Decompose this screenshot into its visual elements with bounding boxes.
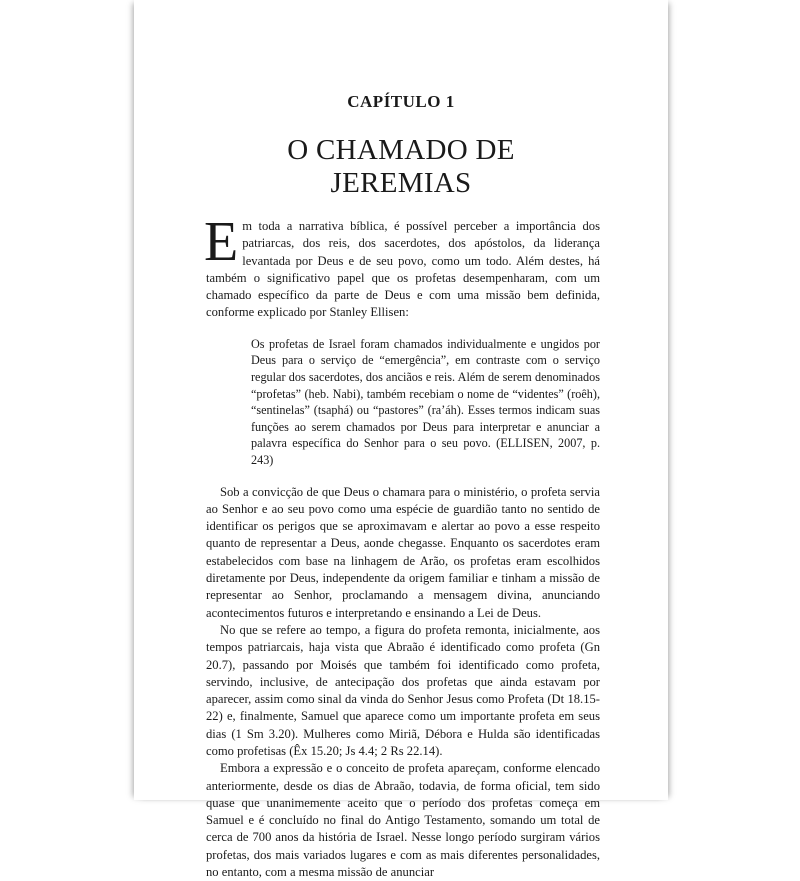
paragraph-1-text: m toda a narrativa bíblica, é possível perceber a importância dos patriarcas, dos reis, dos sacerdotes, dos apóstolos, da liderança levantada por Deus e de seu povo, como um todo. Além destes, há também o significativo papel que os profetas desempenharam, com um chamado específico da parte de Deus e com uma missão bem definida, conforme explicado por Stanley Ellisen: <box>206 219 600 320</box>
paragraph-1 <box>204 211 600 322</box>
block-quote: Os profetas de Israel foram chamados individualmente e ungidos por Deus para o serviço de “emergência”, em contraste com o serviço regular dos sacerdotes, dos anciãos e reis. Além de serem denominados “profetas” (heb. Nabi), também recebiam o nome de “videntes” (roêh), “sentinelas” (tsaphá) ou “pastores” (ra’áh). Esses termos indicam suas funções ao serem chamados por Deus para interpretar e anunciar a palavra específica do Senhor para o seu povo. (ELLISEN, 2007, p. 243) <box>251 336 600 467</box>
chapter-title <box>134 134 668 200</box>
chapter-label: CAPÍTULO 1 <box>347 92 455 111</box>
paragraph-4: Embora a expressão e o conceito de profeta apareçam, conforme elencado anteriormente, desde os dias de Abraão, todavia, de forma oficial, tem sido quase que unanimemente aceito que o período dos profetas começa em Samuel e é concluído no final do Antigo Testamento, somando um total de cerca de 700 anos da história de Israel. Nesse longo período surgiram vários profetas, dos mais variados lugares e com as mais diferentes personalidades, no entanto, com a mesma missão de anunciar <box>206 761 600 880</box>
drop-cap: E <box>204 211 239 273</box>
paragraph-3: No que se refere ao tempo, a figura do profeta remonta, inicialmente, aos tempos patriarcais, haja vista que Abraão é identificado como profeta (Gn 20.7), passando por Moisés que também foi identificado como profeta, servindo, inclusive, de antecipação dos profetas que ainda estavam por aparecer, assim como sinal da vinda do Senhor Jesus como Profeta (Dt 18.15-22) e, finalmente, Samuel que aparece como um importante profeta em seus dias (1 Sm 3.20). Mulheres como Miriã, Débora e Hulda são identificadas como profetisas (Êx 15.20; Js 4.4; 2 Rs 22.14). <box>206 622 600 758</box>
chapter-title-line-1: O CHAMADO DE <box>287 134 515 166</box>
book-page <box>134 0 668 880</box>
paragraph-2: Sob a convicção de que Deus o chamara para o ministério, o profeta servia ao Senhor e ao seu povo como uma espécie de guardião tanto no sentido de identificar os perigos que se aproximavam e alertar ao povo a esse respeito quanto de representar a Deus, aonde chegasse. Enquanto os sacerdotes eram estabelecidos com base na linhagem de Arão, os profetas eram escolhidos diretamente por Deus, independente da origem familiar e tinham a missão de representar ao Senhor, proclamando a mensagem divina, anunciando acontecimentos futuros e interpretando e ensinando a Lei de Deus. <box>206 484 600 620</box>
chapter-title-line-2: JEREMIAS <box>330 167 472 199</box>
body-text <box>204 211 600 881</box>
